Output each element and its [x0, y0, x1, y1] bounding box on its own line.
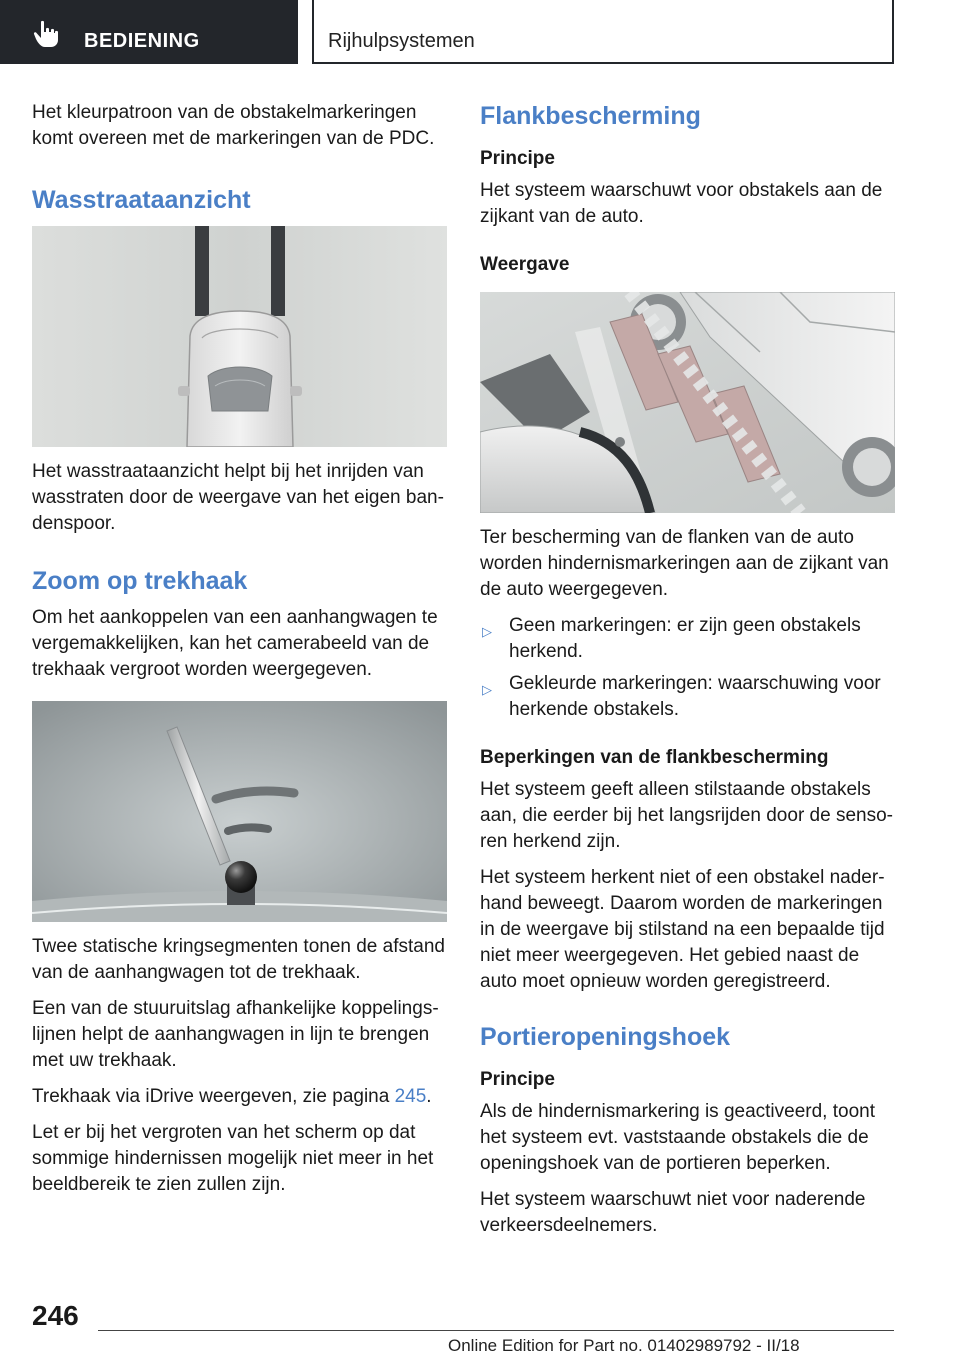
zoom-paragraph-2: Een van de stuuruitslag afhankelijke koppelingslijnen helpt de aanhangwagen in lijn te brengen met uw trekhaak.	[32, 998, 439, 1071]
zoom-paragraph-3: Trekhaak via iDrive weergeven, zie pagina 245.	[32, 1086, 432, 1107]
limits-paragraph-2: Het systeem herkent niet of een obstakel naderhand beweegt. Daarom worden de markeringen in de weergave bij stilstand na een bepaalde tijd niet meer weergegeven. Het gebied naast de auto moet opnieuw worden geregistreerd.	[480, 867, 885, 992]
left-column	[32, 100, 450, 1208]
hitch-zoom-image	[32, 701, 447, 922]
limits-paragraph-1: Het systeem geeft alleen stilstaande obstakels aan, die eerder bij het langsrijden door de sensoren herkend zijn.	[480, 779, 893, 852]
flank-protection-image	[480, 292, 895, 513]
principe-paragraph-2a: Als de hindernismarkering is geactiveerd, toont het systeem evt. vaststaande obstakels die de openingshoek van de portieren beperken.	[480, 1101, 875, 1174]
wash-text: Het wasstraataanzicht helpt bij het inrijden van wasstraten door de weergave van het eigen bandenspoor.	[32, 461, 444, 534]
footer-divider	[98, 1330, 894, 1331]
marking-list	[480, 613, 898, 723]
page-number: 246	[32, 1300, 79, 1331]
principe-heading-2: Principe	[480, 1069, 555, 1090]
principe-text-1: Het systeem waarschuwt voor obstakels aan de zijkant van de auto.	[480, 180, 883, 227]
list-item: ▷ Gekleurde markeringen: waarschuwing voor herkende obstakels.	[482, 673, 881, 720]
flank-heading: Flankbescherming	[480, 102, 701, 130]
zoom-text: Om het aankoppelen van een aanhangwagen te vergemakkelijken, kan het camerabeeld van de trekhaak vergroot worden weergegeven.	[32, 607, 438, 680]
page-link-245[interactable]: 245	[394, 1086, 427, 1107]
weergave-text: Ter bescherming van de flanken van de auto worden hindernismarkeringen aan de zijkant van de auto weergegeven.	[480, 527, 889, 600]
chapter-title: Rijhulpsystemen	[328, 30, 475, 52]
zoom-paragraph-1: Twee statische kringsegmenten tonen de afstand van de aanhangwagen tot de trekhaak.	[32, 936, 445, 983]
intro-text: Het kleurpatroon van de obstakelmarkeringen komt overeen met de markeringen van de PDC.	[32, 102, 435, 149]
principe-paragraph-2b: Het systeem waarschuwt niet voor naderende verkeersdeelnemers.	[480, 1189, 866, 1236]
zoom-paragraph-4: Let er bij het vergroten van het scherm op dat sommige hindernissen mogelijk niet meer in het beeldbereik te zien zullen zijn.	[32, 1122, 434, 1195]
zoom-heading: Zoom op trekhaak	[32, 567, 248, 595]
right-column	[480, 100, 898, 1249]
hand-pointer-icon	[32, 20, 62, 48]
wash-heading: Wasstraataanzicht	[32, 186, 251, 214]
weergave-heading: Weergave	[480, 254, 570, 275]
header-chapter	[312, 0, 894, 64]
header-section-tab	[0, 0, 298, 64]
door-heading: Portieropeningshoek	[480, 1023, 731, 1051]
wash-view-image	[32, 226, 447, 447]
section-label: BEDIENING	[84, 30, 200, 52]
edition-footer: Online Edition for Part no. 01402989792 - II/18	[448, 1336, 800, 1355]
principe-heading-1: Principe	[480, 148, 555, 169]
triangle-bullet-icon: ▷	[482, 682, 492, 697]
triangle-bullet-icon: ▷	[482, 624, 492, 639]
list-item: ▷ Geen markeringen: er zijn geen obstakels herkend.	[482, 615, 861, 662]
limits-heading: Beperkingen van de flankbescherming	[480, 747, 829, 768]
